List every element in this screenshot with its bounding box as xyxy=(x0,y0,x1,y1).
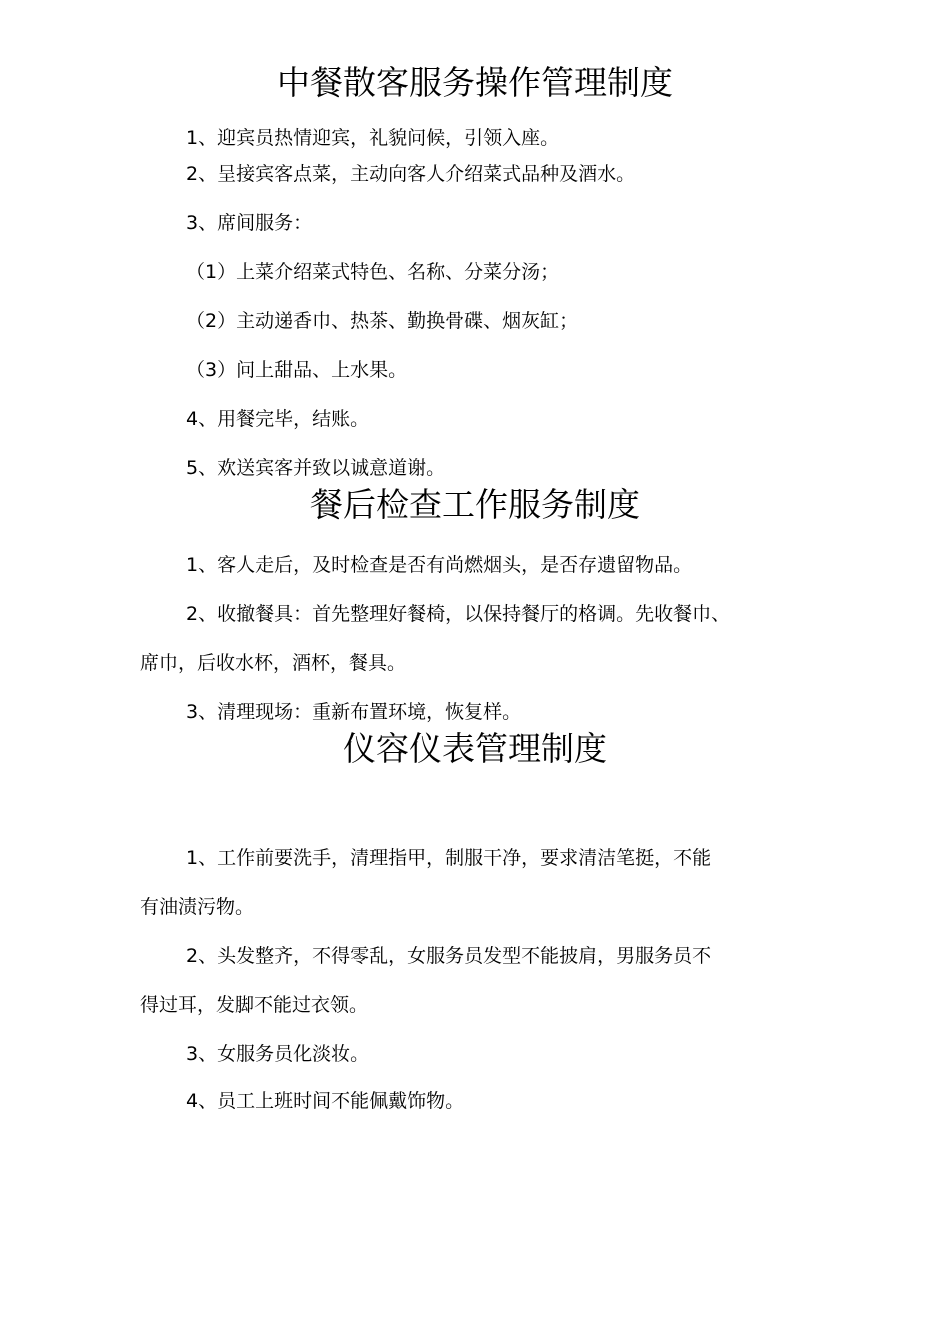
paragraph-line: 3、清理现场：重新布置环境，恢复样。 xyxy=(186,701,522,723)
paragraph-line: 得过耳，发脚不能过衣领。 xyxy=(140,994,369,1016)
paragraph-line: 1、客人走后，及时检查是否有尚燃烟头，是否存遗留物品。 xyxy=(186,554,693,576)
section-title-dining-service: 中餐散客服务操作管理制度 xyxy=(277,63,673,102)
paragraph-line: 席巾，后收水杯，酒杯，餐具。 xyxy=(140,652,407,674)
paragraph-line: 1、迎宾员热情迎宾，礼貌问候，引领入座。 xyxy=(186,127,560,149)
paragraph-line: 4、用餐完毕，结账。 xyxy=(186,408,370,430)
section-title-after-meal-check: 餐后检查工作服务制度 xyxy=(310,485,640,524)
paragraph-line: 1、工作前要洗手，清理指甲，制服干净，要求清洁笔挺，不能 xyxy=(186,847,712,869)
paragraph-line: 5、欢送宾客并致以诚意道谢。 xyxy=(186,457,446,479)
paragraph-line: 有油渍污物。 xyxy=(140,896,255,918)
paragraph-line: 3、女服务员化淡妆。 xyxy=(186,1043,370,1065)
paragraph-line: 2、收撤餐具：首先整理好餐椅，以保持餐厅的格调。先收餐巾、 xyxy=(186,603,731,625)
paragraph-line: 4、员工上班时间不能佩戴饰物。 xyxy=(186,1090,465,1112)
paragraph-line: 2、头发整齐，不得零乱，女服务员发型不能披肩，男服务员不 xyxy=(186,945,712,967)
paragraph-line: （1）上菜介绍菜式特色、名称、分菜分汤； xyxy=(186,261,560,283)
paragraph-line: 2、呈接宾客点菜，主动向客人介绍菜式品种及酒水。 xyxy=(186,163,636,185)
paragraph-line: 3、席间服务： xyxy=(186,212,313,234)
section-title-appearance: 仪容仪表管理制度 xyxy=(343,729,607,768)
paragraph-line: （3）问上甜品、上水果。 xyxy=(186,359,408,381)
paragraph-line: （2）主动递香巾、热茶、勤换骨碟、烟灰缸； xyxy=(186,310,579,332)
